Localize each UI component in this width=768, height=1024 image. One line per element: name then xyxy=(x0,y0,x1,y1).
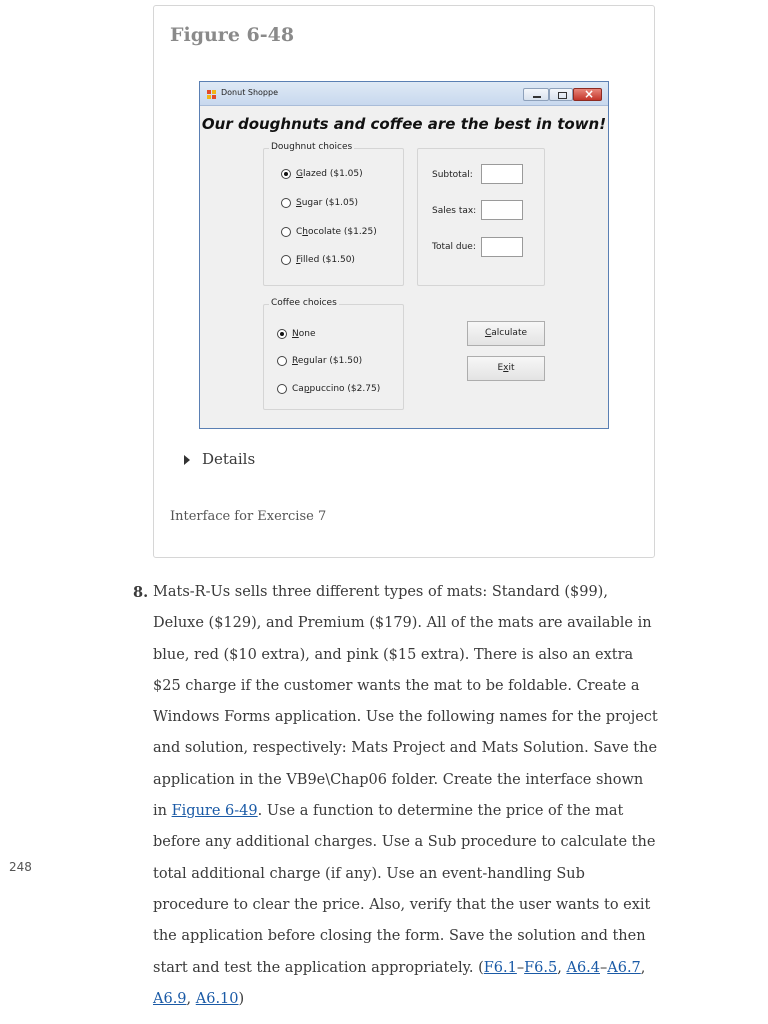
maximize-icon xyxy=(549,88,573,101)
totals-panel xyxy=(417,148,545,286)
subtotal-label: Subtotal: xyxy=(432,170,473,180)
coffee-group-legend: Coffee choices xyxy=(271,298,337,308)
window-title: Donut Shoppe xyxy=(221,88,278,97)
ref-sep: , xyxy=(186,990,196,1007)
ref-a67-link[interactable]: A6.7 xyxy=(607,959,641,976)
btn-key: C xyxy=(484,328,492,338)
opt-text: puccino ($2.75) xyxy=(309,384,381,394)
radio-circle xyxy=(277,384,287,394)
radio-circle-checked xyxy=(281,169,291,179)
sales-tax-field xyxy=(481,200,523,220)
btn-text: E xyxy=(497,363,504,373)
opt-key: F xyxy=(296,255,301,265)
radio-circle xyxy=(281,227,291,237)
form-screenshot xyxy=(199,81,609,429)
page-number: 248 xyxy=(9,860,32,874)
opt-text: one xyxy=(298,329,316,339)
ref-a610-link[interactable]: A6.10 xyxy=(195,990,239,1007)
radio-circle xyxy=(277,356,287,366)
ref-a69-link[interactable]: A6.9 xyxy=(153,990,187,1007)
opt-text: Ca xyxy=(292,384,304,394)
form-headline: Our doughnuts and coffee are the best in town! xyxy=(201,115,607,133)
doughnut-group-legend: Doughnut choices xyxy=(271,142,353,152)
ref-close: ) xyxy=(238,990,245,1007)
exercise-body-2: . Use a function to determine the price of the mat before any additional charges. Use a Sub procedure to calculate the total additional charge (if any). Use an event-handling Sub procedure to clear the price. Also, verify that the user wants to exit the application before closing the form. Save the solution and then start and test the application appropriately. ( xyxy=(153,803,656,976)
opt-text: egular ($1.50) xyxy=(297,356,363,366)
total-due-field xyxy=(481,237,523,257)
btn-text: it xyxy=(508,363,515,373)
opt-text: ocolate ($1.25) xyxy=(308,227,377,237)
doughnut-choices-group xyxy=(263,142,404,286)
btn-text: alculate xyxy=(491,328,528,338)
opt-text: illed ($1.50) xyxy=(300,255,355,265)
ref-a64-link[interactable]: A6.4 xyxy=(566,959,600,976)
total-due-label: Total due: xyxy=(432,242,476,252)
radio-circle-checked xyxy=(277,329,287,339)
radio-circle xyxy=(281,255,291,265)
ref-sep: – xyxy=(600,959,608,976)
details-toggle[interactable]: Details xyxy=(202,450,256,468)
opt-key: G xyxy=(296,169,303,179)
exercise-text xyxy=(153,577,658,1015)
exercise-body-1: Mats-R-Us sells three different types of mats: Standard ($99), Deluxe ($129), and Premium ($179). All of the mats are available in blue, red ($10 extra), and pink ($15 extra). There is also an extra $25 charge if the customer wants the mat to be foldable. Create a Windows Forms application. Use the following names for the project and solution, respectively: Mats Project and Mats Solution. Save the application in the VB9e\Chap06 folder. Create the interface shown in xyxy=(153,584,658,820)
expand-triangle-icon[interactable] xyxy=(184,455,190,465)
minimize-icon xyxy=(523,88,549,101)
figure-title: Figure 6-48 xyxy=(170,24,295,46)
coffee-choices-group xyxy=(263,298,404,410)
subtotal-field xyxy=(481,164,523,184)
btn-key: x xyxy=(503,363,509,373)
opt-key: p xyxy=(303,384,310,394)
ref-f61-link[interactable]: F6.1 xyxy=(483,959,517,976)
ref-sep: , xyxy=(640,959,646,976)
ref-f65-link[interactable]: F6.5 xyxy=(524,959,558,976)
figure-box xyxy=(153,5,655,558)
opt-key: h xyxy=(302,227,309,237)
sales-tax-label: Sales tax: xyxy=(432,206,477,216)
exit-button xyxy=(467,356,545,381)
opt-key: R xyxy=(292,356,298,366)
opt-text: lazed ($1.05) xyxy=(302,169,363,179)
window-titlebar xyxy=(200,82,608,106)
opt-text: C xyxy=(296,227,303,237)
figure-caption: Interface for Exercise 7 xyxy=(170,509,327,524)
figure-6-49-link[interactable]: Figure 6-49 xyxy=(171,803,258,820)
opt-text: ugar ($1.05) xyxy=(301,198,358,208)
calculate-button xyxy=(467,321,545,346)
close-icon xyxy=(573,88,602,101)
ref-sep: – xyxy=(516,959,525,976)
opt-key: N xyxy=(292,329,299,339)
exercise-number: 8. xyxy=(133,584,149,601)
app-icon xyxy=(207,90,216,99)
opt-key: S xyxy=(296,198,302,208)
radio-circle xyxy=(281,198,291,208)
ref-sep: , xyxy=(557,959,567,976)
